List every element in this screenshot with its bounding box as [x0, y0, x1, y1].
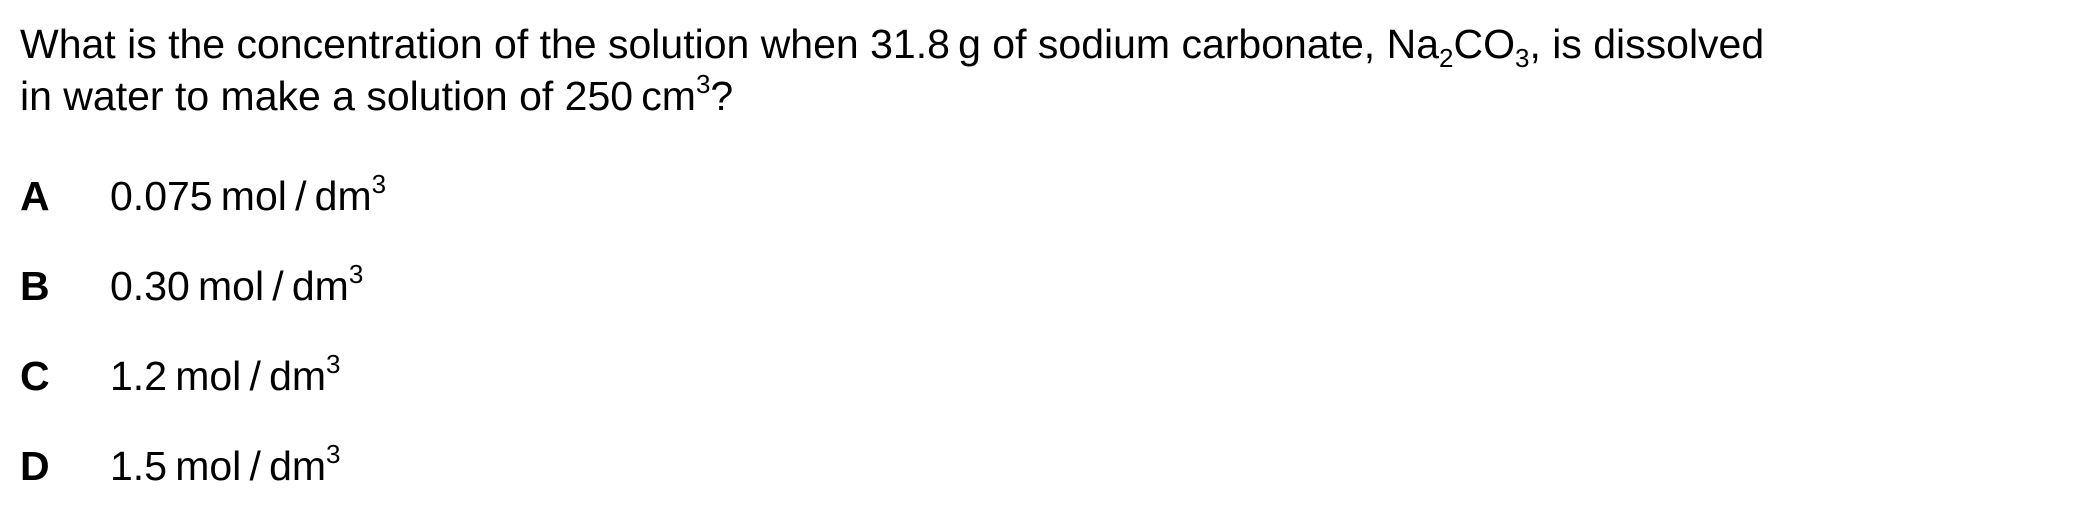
option-value: 1.5 mol / $dm^3$	[110, 439, 341, 489]
option-letter: C	[20, 353, 50, 399]
option-value: 0.30 mol / $dm^3$	[110, 259, 364, 309]
question-line-2-end: ?	[710, 73, 734, 119]
subscript-3: 3	[1514, 43, 1530, 73]
option-letter: D	[20, 443, 50, 489]
subscript-2: 2	[1439, 43, 1454, 73]
question-line-1-end: , is dissolved	[1529, 21, 1765, 67]
question-text	[20, 18, 2080, 122]
superscript-3: 3	[695, 69, 711, 99]
option-value: 1.2 mol / $dm^3$	[110, 349, 341, 399]
option-letter: A	[20, 173, 50, 219]
question-line-1-start: What is the concentration of the solution when 31.8 g of sodium carbonate, Na	[20, 21, 1440, 67]
question-line-2-start: in water to make a solution of 250 cm	[20, 73, 696, 119]
question-line-2	[20, 70, 2080, 122]
option-letter: B	[20, 263, 50, 309]
formula-co: CO	[1453, 21, 1515, 67]
option-value: 0.075 mol / $dm^3$	[110, 169, 387, 219]
question-line-1	[20, 18, 2080, 73]
